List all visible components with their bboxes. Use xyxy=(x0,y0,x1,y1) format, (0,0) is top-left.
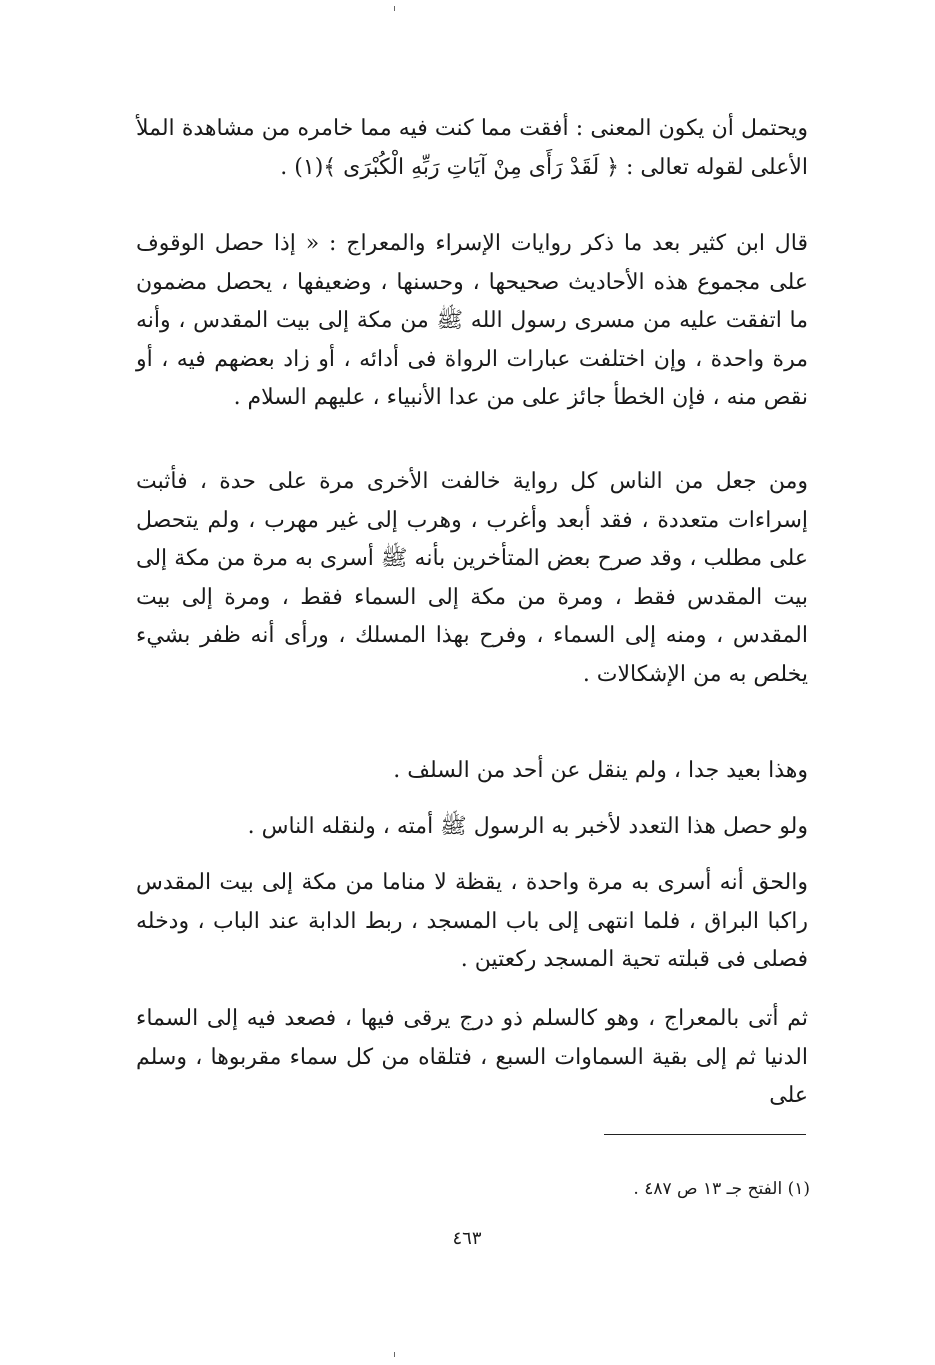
paragraph-6: والحق أنه أسرى به مرة واحدة ، يقظة لا مناما من مكة إلى بيت المقدس راكبا البراق ، فلما انتهى إلى باب المسجد ، ربط الدابة عند الباب ، ودخله فصلى فى قبلته تحية المسجد ركعتين . xyxy=(136,870,808,972)
paragraph-7: ثم أتى بالمعراج ، وهو كالسلم ذو درج يرقى فيها ، فصعد فيه إلى السماء الدنيا ثم إلى بقية السماوات السبع ، فتلقاه من كل سماء مقربوها ، وسلم على xyxy=(136,1006,808,1108)
paragraph-3: ومن جعل من الناس كل رواية خالفت الأخرى مرة على حدة ، فأثبت إسراءات متعددة ، فقد أبعد وأغرب ، وهرب إلى غير مهرب ، ولم يتحصل على مطلب ، وقد صرح بعض المتأخرين بأنه ﷺ أسرى به مرة من مكة إلى بيت المقدس فقط ، ومرة من مكة إلى السماء فقط ، ومرة إلى بيت المقدس ، ومنه إلى السماء ، وفرح بهذا المسلك ، ورأى أنه ظفر بشيء يخلص به من الإشكالات . xyxy=(136,469,808,687)
footnote-separator xyxy=(604,1134,806,1135)
paragraph-4: وهذا بعيد جدا ، ولم ينقل عن أحد من السلف . xyxy=(393,758,808,783)
footnote: (١) الفتح جـ ١٣ ص ٤٨٧ . xyxy=(633,1179,810,1199)
paragraph-1: ويحتمل أن يكون المعنى : أفقت مما كنت فيه مما خامره من مشاهدة الملأ الأعلى لقوله تعالى : ﴿ لَقَدْ رَأَى مِنْ آيَاتِ رَبِّهِ الْكُبْرَى ﴾(١) . xyxy=(136,116,808,180)
scan-mark-top xyxy=(394,6,395,11)
paragraph-2: قال ابن كثير بعد ما ذكر روايات الإسراء والمعراج : « إذا حصل الوقوف على مجموع هذه الأحاديث صحيحها ، وحسنها ، وضعيفها ، يحصل مضمون ما اتفقت عليه من مسرى رسول الله ﷺ من مكة إلى بيت المقدس ، وأنه مرة واحدة ، وإن اختلفت عبارات الرواة فى أدائه ، أو زاد بعضهم فيه ، أو نقص منه ، فإن الخطأ جائز على من عدا الأنبياء ، عليهم السلام . xyxy=(136,231,809,410)
paragraph-5: ولو حصل هذا التعدد لأخبر به الرسول ﷺ أمته ، ولنقله الناس . xyxy=(247,814,808,839)
scan-mark-bottom xyxy=(394,1352,395,1357)
page-number: ٤٦٣ xyxy=(452,1228,482,1249)
